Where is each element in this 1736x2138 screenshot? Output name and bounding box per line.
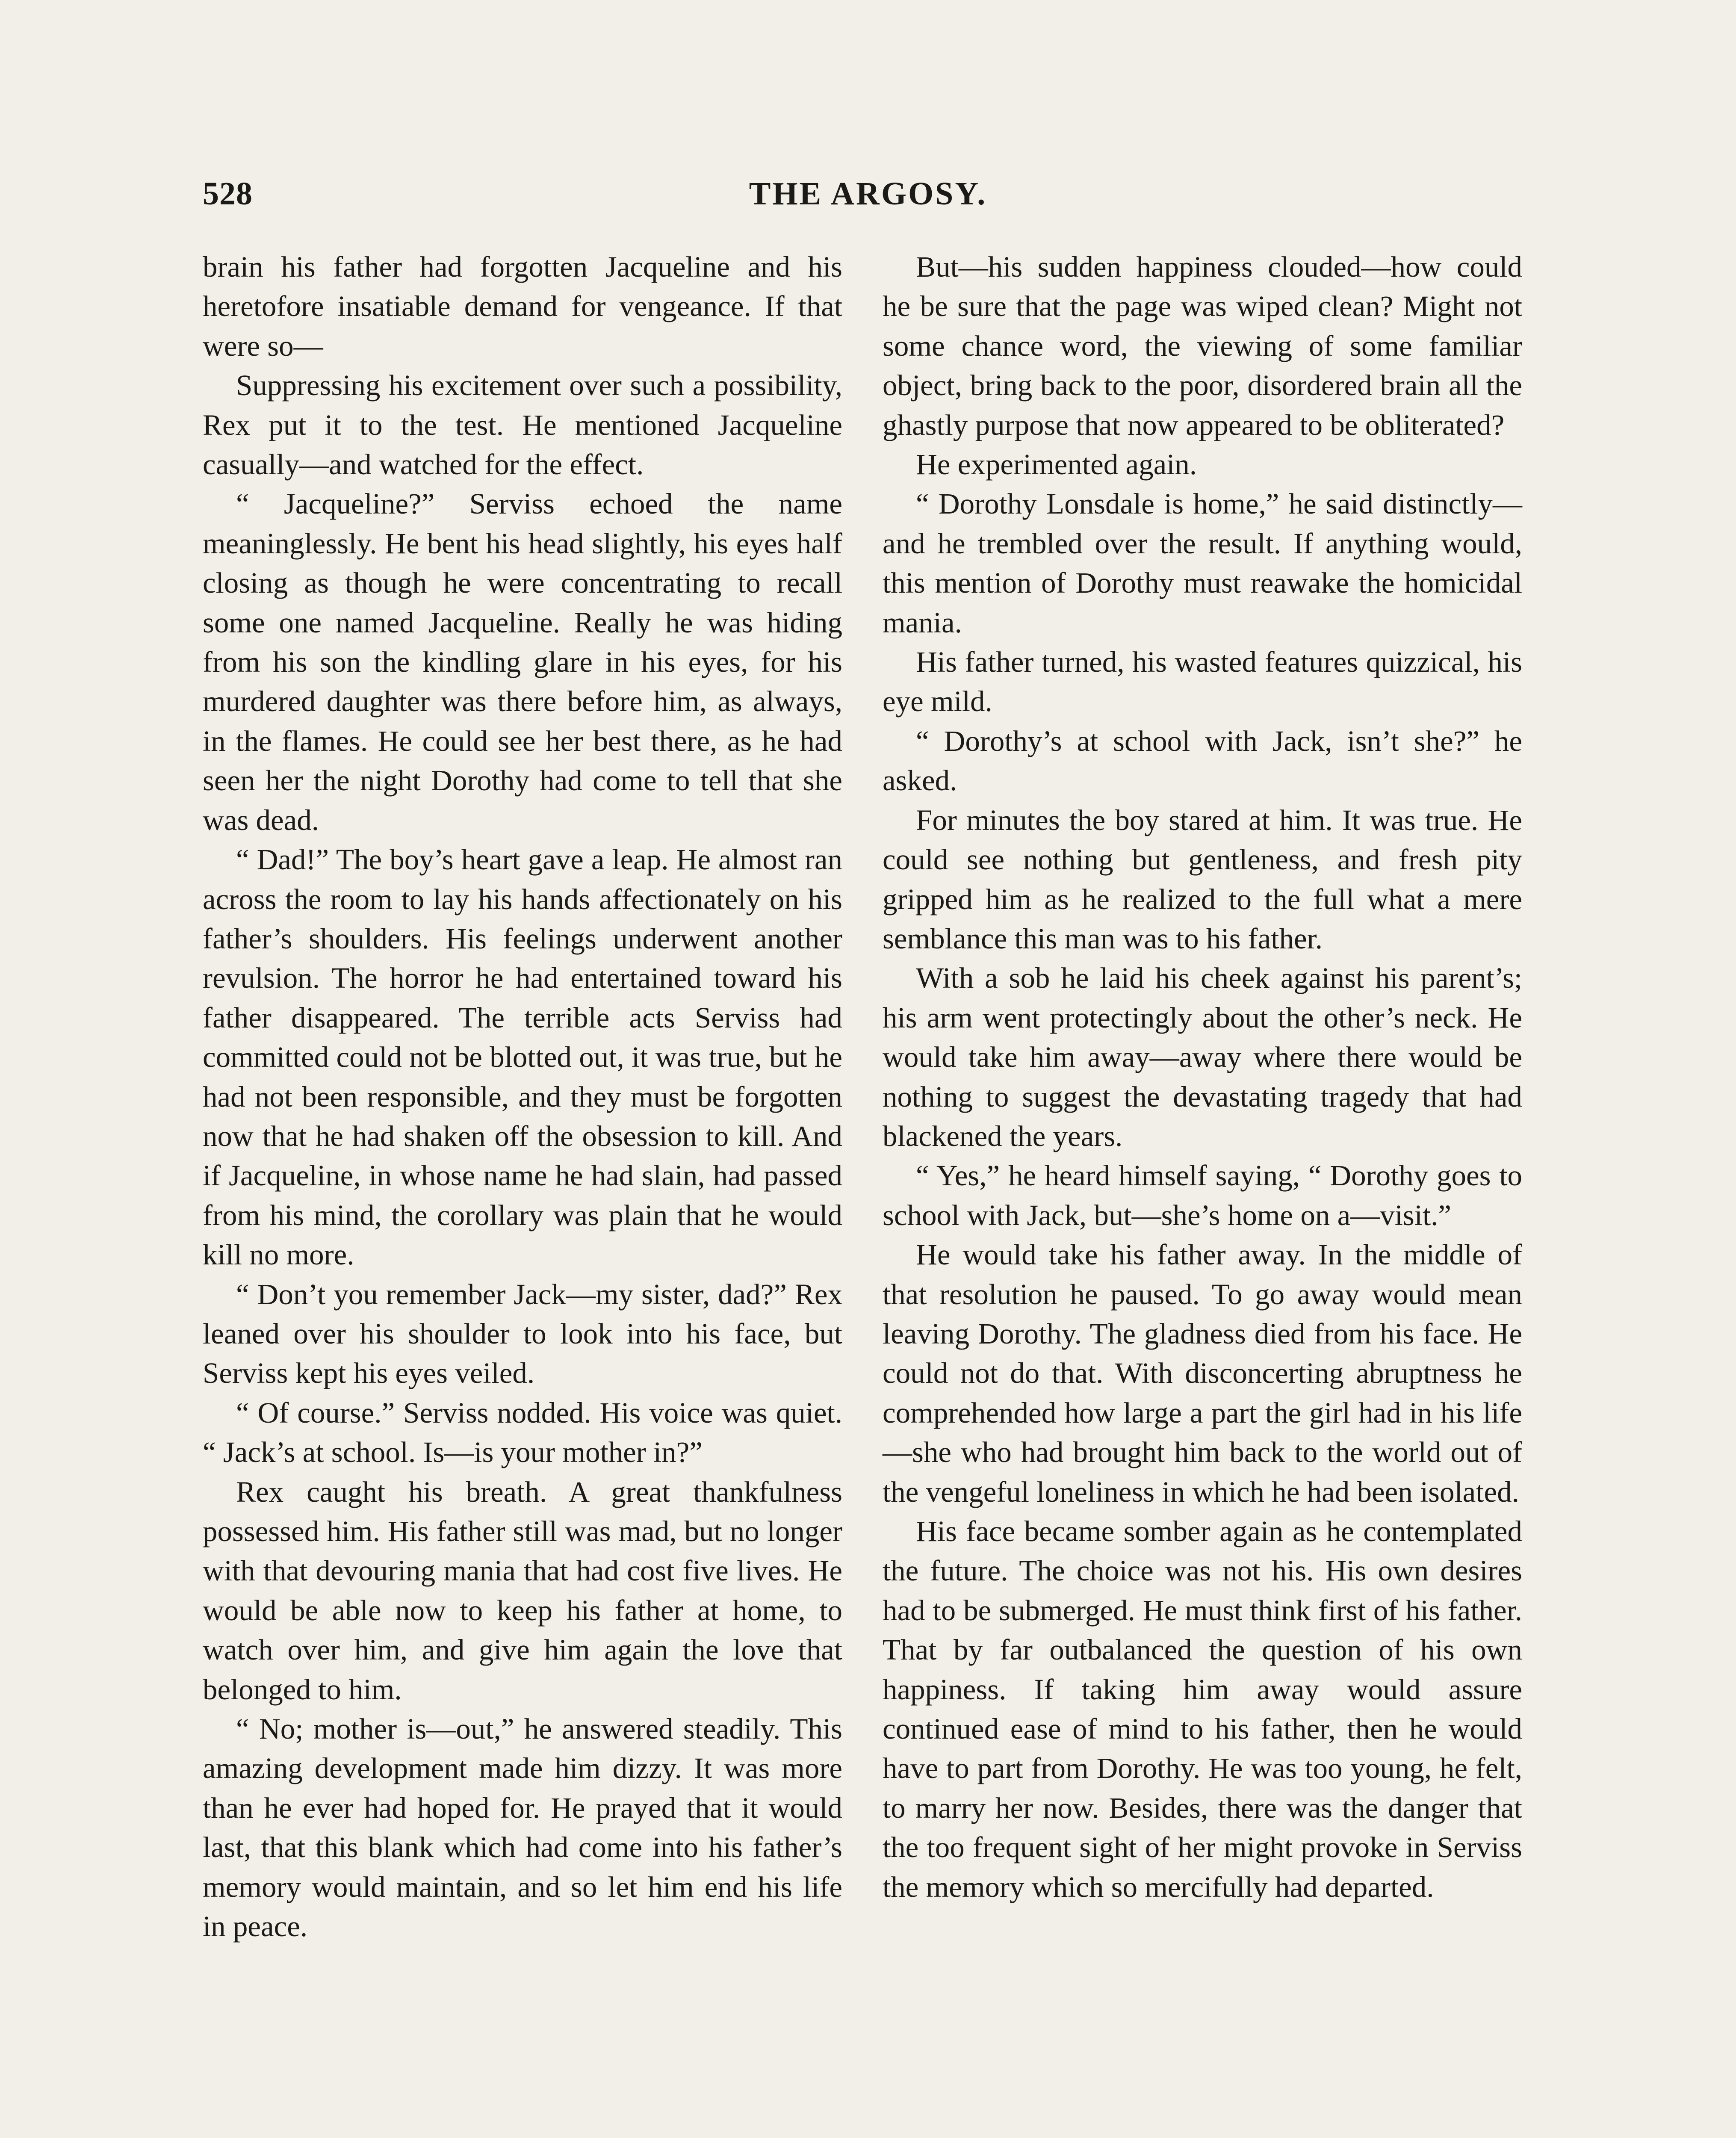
paragraph: “ Of course.” Serviss nodded. His voice was quiet. “ Jack’s at school. Is—is your mother in?” (203, 1396, 842, 1469)
paragraph: His father turned, his wasted features quizzical, his eye mild. (883, 646, 1522, 718)
paragraph: For minutes the boy stared at him. It was true. He could see nothing but gentleness, and fresh pity gripped him as he realized to the full what a mere semblance this man was to his father. (883, 803, 1522, 955)
paragraph: He experimented again. (916, 448, 1197, 481)
paragraph: brain his father had forgotten Jacqueline and his heretofore insatiable demand for vengeance. If that were so— (203, 251, 842, 362)
paragraph: But—his sudden happiness clouded—how could he be sure that the page was wiped clean? Might not some chance word, the viewing of some familiar object, bring back to the poor, disordered brain all the ghastly purpose that now appeared to be obliterated? (883, 251, 1522, 441)
running-head: THE ARGOSY. (749, 176, 987, 212)
left-column (203, 247, 842, 1946)
paragraph: “ Dorothy Lonsdale is home,” he said distinctly—and he trembled over the result. If anything would, this mention of Dorothy must reawake the homicidal mania. (883, 487, 1522, 639)
paragraph: “ Jacqueline?” Serviss echoed the name meaninglessly. He bent his head slightly, his eyes half closing as though he were concentrating to recall some one named Jacqueline. Really he was hiding from his son the kindling glare in his eyes, for his murdered daughter was there before him, as always, in the flames. He could see her best there, as he had seen her the night Dorothy had come to tell that she was dead. (203, 487, 842, 836)
paragraph: “ Dorothy’s at school with Jack, isn’t she?” he asked. (883, 724, 1522, 797)
paragraph: Rex caught his breath. A great thankfulness possessed him. His father still was mad, but no longer with that devouring mania that had cost five lives. He would be able now to keep his father at home, to watch over him, and give him again the love that belonged to him. (203, 1475, 842, 1706)
right-column (883, 247, 1522, 1907)
paragraph: “ Dad!” The boy’s heart gave a leap. He almost ran across the room to lay his hands affectionately on his father’s shoulders. His feelings underwent another revulsion. The horror he had entertained toward his father disappeared. The terrible acts Serviss had committed could not be blotted out, it was true, but he had not been responsible, and they must be forgotten now that he had shaken off the obsession to kill. And if Jacqueline, in whose name he had slain, had passed from his mind, the corollary was plain that he would kill no more. (203, 843, 842, 1271)
page-number: 528 (203, 176, 253, 212)
paragraph: “ Yes,” he heard himself saying, “ Dorothy goes to school with Jack, but—she’s home on a—visit.” (883, 1159, 1522, 1231)
paragraph: Suppressing his excitement over such a possibility, Rex put it to the test. He mentioned Jacqueline casually—and watched for the effect. (203, 369, 842, 481)
paragraph: “ Don’t you remember Jack—my sister, dad?” Rex leaned over his shoulder to look into his face, but Serviss kept his eyes veiled. (203, 1278, 842, 1390)
paragraph: With a sob he laid his cheek against his parent’s; his arm went protectingly about the other’s neck. He would take him away—away where there would be nothing to suggest the devastating tragedy that had blackened the years. (883, 962, 1522, 1152)
paragraph: He would take his father away. In the middle of that resolution he paused. To go away would mean leaving Dorothy. The gladness died from his face. He could not do that. With disconcerting abruptness he comprehended how large a part the girl had in his life—she who had brought him back to the world out of the vengeful loneliness in which he had been isolated. (883, 1238, 1522, 1508)
paragraph: “ No; mother is—out,” he answered steadily. This amazing development made him dizzy. It was more than he ever had hoped for. He prayed that it would last, that this blank which had come into his father’s memory would maintain, and so let him end his life in peace. (203, 1713, 842, 1943)
paragraph: His face became somber again as he contemplated the future. The choice was not his. His own desires had to be submerged. He must think first of his father. That by far outbalanced the question of his own happiness. If taking him away would assure continued ease of mind to his father, then he would have to part from Dorothy. He was too young, he felt, to marry her now. Besides, there was the danger that the too frequent sight of her might provoke in Serviss the memory which so mercifully had departed. (883, 1515, 1522, 1903)
